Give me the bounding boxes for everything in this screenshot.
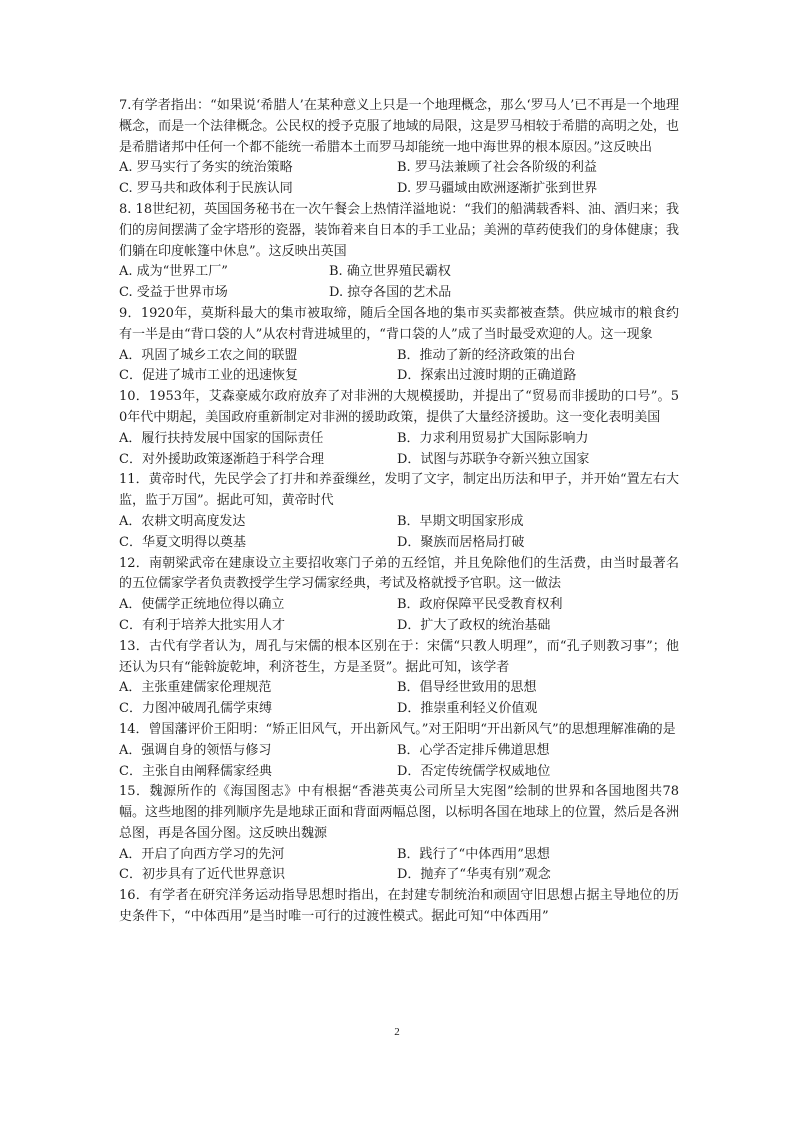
question-14 — [119, 720, 679, 782]
option-d: D．聚族而居格局打破 — [397, 534, 525, 550]
question-16 — [119, 886, 679, 928]
question-stem: 16．有学者在研究洋务运动指导思想时指出，在封建专制统治和顽固守旧思想占据主导地位的历史条件下，“中体西用”是当时唯一可行的过渡性模式。据此可知“中体西用” — [119, 888, 679, 925]
option-d: D．抛弃了“华夷有别”观念 — [397, 867, 551, 883]
option-c: C．促进了城市工业的迅速恢复 — [119, 368, 298, 384]
option-d: D．推崇重利轻义价值观 — [397, 701, 538, 717]
option-a: A. 成为“世界工厂” — [119, 264, 228, 280]
option-b: B．践行了“中体西用”思想 — [397, 846, 550, 862]
question-9 — [119, 304, 679, 387]
question-15 — [119, 782, 679, 886]
question-13 — [119, 637, 679, 720]
option-a: A. 罗马实行了务实的统治策略 — [119, 160, 293, 176]
option-d: D. 罗马疆域由欧洲逐渐扩张到世界 — [397, 181, 598, 197]
question-list — [119, 96, 679, 928]
question-11 — [119, 470, 679, 553]
question-stem: 14．曾国藩评价王阳明：“矫正旧风气，开出新风气。”对王阳明“开出新风气”的思想理解准确的是 — [119, 721, 676, 737]
option-a: A．强调自身的领悟与修习 — [119, 742, 272, 758]
option-c: C．有利于培养大批实用人才 — [119, 617, 285, 633]
question-12 — [119, 554, 679, 637]
option-c: C．初步具有了近代世界意识 — [119, 867, 285, 883]
question-stem: 10．1953年，艾森豪威尔政府放弃了对非洲的大规模援助，并提出了“贸易而非援助的口号”。50年代中期起，美国政府重新制定对非洲的援助政策，提供了大量经济援助。这一变化表明美国 — [119, 389, 679, 425]
question-7 — [119, 96, 679, 200]
option-b: B．早期文明国家形成 — [397, 513, 524, 529]
question-stem: 13．古代有学者认为，周孔与宋儒的根本区别在于：宋儒“只教人明理”，而“孔子则教习事”；他还认为只有“能斡旋乾坤，利济苍生，方是圣贤”。据此可知，该学者 — [119, 638, 679, 675]
option-d: D. 掠夺各国的艺术品 — [329, 285, 452, 301]
option-b: B. 确立世界殖民霸权 — [329, 264, 451, 280]
option-b: B．心学否定排斥佛道思想 — [397, 742, 550, 758]
question-stem: 11．黄帝时代，先民学会了打井和养蚕缫丝，发明了文字，制定出历法和甲子，并开始“置左右大监，监于万国”。据此可知，黄帝时代 — [119, 472, 679, 509]
option-d: D．探索出过渡时期的正确道路 — [397, 368, 577, 384]
option-c: C．力图冲破周孔儒学束缚 — [119, 701, 272, 717]
question-8 — [119, 200, 679, 304]
option-c: C．主张自由阐释儒家经典 — [119, 763, 272, 779]
question-10 — [119, 387, 679, 470]
option-c: C．对外援助政策逐渐趋于科学合理 — [119, 451, 324, 467]
option-a: A．巩固了城乡工农之间的联盟 — [119, 347, 298, 363]
option-a: A．使儒学正统地位得以确立 — [119, 597, 285, 613]
option-b: B．倡导经世致用的思想 — [397, 680, 537, 696]
option-b: B．力求利用贸易扩大国际影响力 — [397, 430, 589, 446]
question-stem: 12．南朝梁武帝在建康设立主要招收寒门子弟的五经馆，并且免除他们的生活费，由当时最著名的五位儒家学者负责教授学生学习儒家经典，考试及格就授予官职。这一做法 — [119, 555, 679, 592]
option-b: B．推动了新的经济政策的出台 — [397, 347, 576, 363]
page-number: 2 — [394, 1026, 400, 1038]
question-stem: 8. 18世纪初，英国国务秘书在一次午餐会上热情洋溢地说：“我们的船满载香料、油、酒归来；我们的房间摆满了金字塔形的瓷器，装饰着来自日本的手工业品；美洲的草药使我们的身体健康；我们躺在印度帐篷中休息”。这反映出英国 — [119, 201, 679, 259]
option-d: D．否定传统儒学权威地位 — [397, 763, 551, 779]
option-a: A．农耕文明高度发达 — [119, 513, 246, 529]
option-a: A．主张重建儒家伦理规范 — [119, 680, 272, 696]
option-d: D．试图与苏联争夺新兴独立国家 — [397, 451, 590, 467]
question-stem: 9．1920年，莫斯科最大的集市被取缔，随后全国各地的集市买卖都被查禁。供应城市的粮食约有一半是由“背口袋的人”从农村背进城里的，“背口袋的人”成了当时最受欢迎的人。这一现象 — [119, 305, 679, 342]
option-b: B．政府保障平民受教育权利 — [397, 597, 563, 613]
option-b: B. 罗马法兼顾了社会各阶级的利益 — [397, 160, 597, 176]
question-stem: 15．魏源所作的《海国图志》中有根据“香港英夷公司所呈大宪图”绘制的世界和各国地图共78幅。这些地图的排列顺序先是地球正面和背面两幅总图，以标明各国在地球上的位置，然后是各洲总图，再是各国分图。这反映出魏源 — [119, 784, 679, 841]
option-c: C．华夏文明得以奠基 — [119, 534, 246, 550]
option-d: D．扩大了政权的统治基础 — [397, 617, 551, 633]
question-stem: 7.有学者指出：“如果说‘希腊人’在某种意义上只是一个地理概念，那么‘罗马人’已不再是一个地理概念，而是一个法律概念。公民权的授予克服了地域的局限，这是罗马相较于希腊的高明之处，也是希腊诸邦中任何一个都不能统一希腊本土而罗马却能统一地中海世界的根本原因。”这反映出 — [119, 98, 679, 155]
option-c: C. 受益于世界市场 — [119, 285, 228, 301]
option-a: A．履行扶持发展中国家的国际责任 — [119, 430, 324, 446]
option-c: C. 罗马共和政体利于民族认同 — [119, 181, 293, 197]
option-a: A．开启了向西方学习的先河 — [119, 846, 285, 862]
